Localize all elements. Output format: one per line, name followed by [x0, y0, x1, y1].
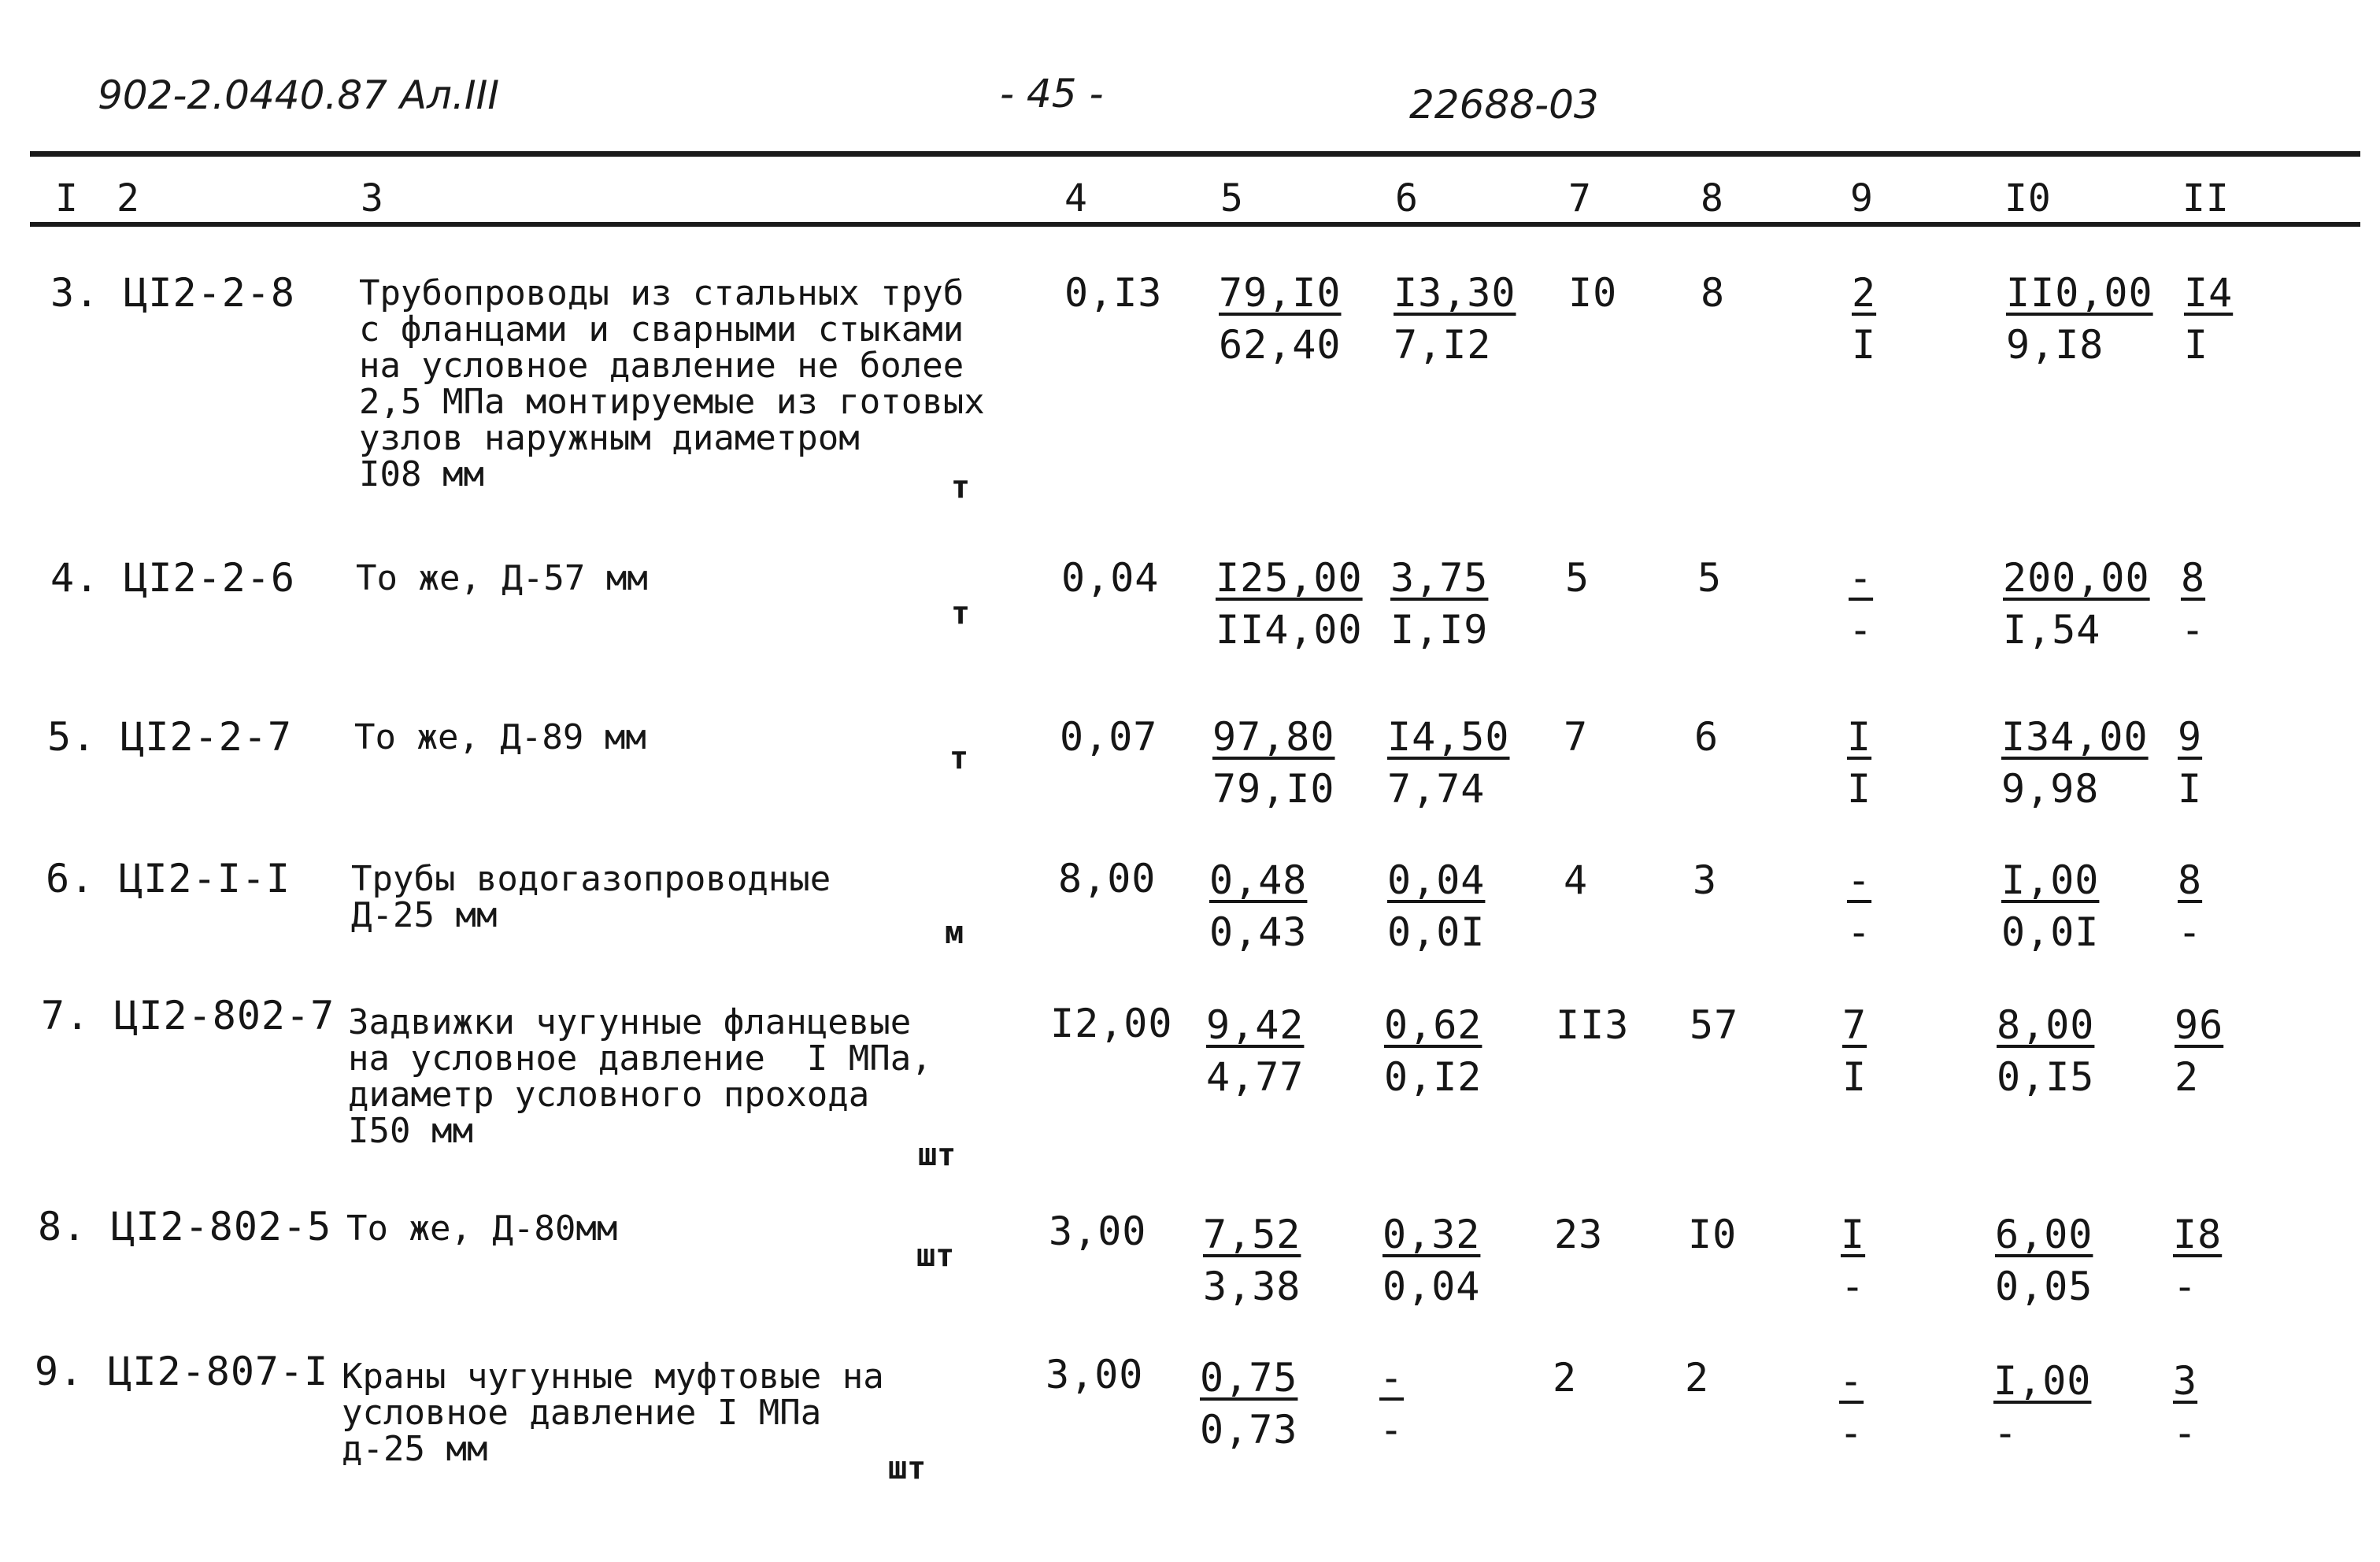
row-unit: шт — [888, 1450, 927, 1486]
row-col6: - - — [1379, 1355, 1405, 1453]
row-unit: т — [951, 595, 971, 631]
column-header-6: 6 — [1395, 176, 1419, 220]
header-bottom-rule — [30, 222, 2360, 227]
column-header-4: 4 — [1064, 176, 1088, 220]
row-col4: 0,07 — [1060, 714, 1158, 760]
row-col9: 2 I — [1852, 270, 1877, 368]
row-col4: 0,04 — [1061, 555, 1160, 601]
row-col4: 0,I3 — [1064, 270, 1163, 316]
row-code: 7. ЦI2-802-7 — [41, 993, 335, 1038]
column-header-8: 8 — [1701, 176, 1724, 220]
row-col6: I3,30 7,I2 — [1394, 270, 1516, 368]
row-col6: 3,75 I,I9 — [1390, 555, 1489, 653]
row-col5: 0,75 0,73 — [1200, 1355, 1298, 1453]
row-unit: т — [951, 469, 971, 505]
top-rule — [30, 151, 2360, 157]
row-col7: 7 — [1564, 714, 1589, 760]
row-col5: 9,42 4,77 — [1206, 1002, 1305, 1100]
row-unit: т — [949, 740, 969, 776]
row-col10: I,00 - — [1993, 1358, 2092, 1456]
row-col7: 4 — [1564, 857, 1589, 903]
row-code: 9. ЦI2-807-I — [35, 1349, 329, 1394]
row-col10: I34,00 9,98 — [2001, 714, 2149, 812]
row-code: 4. ЦI2-2-6 — [50, 555, 296, 601]
row-col7: I0 — [1568, 270, 1618, 316]
row-col8: 3 — [1693, 857, 1718, 903]
row-col6: I4,50 7,74 — [1387, 714, 1510, 812]
row-code: 8. ЦI2-802-5 — [38, 1204, 332, 1249]
row-col4: I2,00 — [1050, 1001, 1173, 1046]
row-col11: I4 I — [2184, 270, 2234, 368]
row-col8: 6 — [1694, 714, 1719, 760]
row-description: Трубопроводы из стальных труб с фланцами и сварными стыками на условное давление не более 2,5 МПа монтируемые из готовых узлов наружным диаметром I08 мм — [359, 273, 985, 494]
row-col5: I25,00 II4,00 — [1216, 555, 1363, 653]
row-col11: 8 - — [2181, 555, 2206, 653]
row-col11: 9 I — [2178, 714, 2203, 812]
column-header-7: 7 — [1568, 176, 1592, 220]
row-col6: 0,32 0,04 — [1382, 1212, 1481, 1309]
row-col10: 8,00 0,I5 — [1997, 1002, 2095, 1100]
column-header-11: II — [2182, 176, 2230, 220]
row-col11: 8 - — [2178, 857, 2203, 955]
column-header-2: 2 — [117, 176, 140, 220]
row-col6: 0,04 0,0I — [1387, 857, 1486, 955]
row-description: То же, Д-80мм — [346, 1209, 618, 1249]
row-col11: I8 - — [2173, 1212, 2223, 1309]
row-col9: I - — [1841, 1212, 1866, 1309]
row-col10: I,00 0,0I — [2001, 857, 2100, 955]
row-description: То же, Д-89 мм — [354, 717, 646, 757]
row-description: Краны чугунные муфтовые на условное давление I МПа д-25 мм — [342, 1357, 884, 1469]
row-col7: 23 — [1554, 1212, 1604, 1257]
row-col11: 3 - — [2173, 1358, 2198, 1456]
row-col10: 200,00 I,54 — [2003, 555, 2150, 653]
row-col8: 5 — [1697, 555, 1723, 601]
row-code: 6. ЦI2-I-I — [46, 856, 291, 901]
row-col9: 7 I — [1842, 1002, 1867, 1100]
row-col8: 57 — [1690, 1002, 1739, 1048]
column-header-9: 9 — [1850, 176, 1874, 220]
row-col5: 79,I0 62,40 — [1219, 270, 1342, 368]
row-description: Задвижки чугунные фланцевые на условное давление I МПа, диаметр условного прохода I50 мм — [348, 1002, 932, 1151]
row-description: То же, Д-57 мм — [356, 558, 648, 598]
row-col4: 8,00 — [1058, 856, 1157, 901]
column-header-5: 5 — [1220, 176, 1244, 220]
row-col4: 3,00 — [1046, 1352, 1144, 1397]
row-col9: - - — [1839, 1358, 1864, 1456]
row-col8: 2 — [1685, 1355, 1710, 1401]
column-header-1: I — [55, 176, 79, 220]
row-unit: м — [945, 915, 964, 951]
page-number: - 45 - — [1000, 71, 1104, 117]
column-header-3: 3 — [361, 176, 384, 220]
row-col8: I0 — [1688, 1212, 1738, 1257]
row-col7: II3 — [1556, 1002, 1630, 1048]
row-col7: 2 — [1553, 1355, 1578, 1401]
row-col9: - - — [1849, 555, 1874, 653]
row-unit: шт — [918, 1137, 957, 1173]
row-col4: 3,00 — [1049, 1209, 1147, 1254]
row-description: Трубы водогазопроводные Д-25 мм — [351, 859, 831, 935]
row-code: 5. ЦI2-2-7 — [47, 714, 293, 760]
row-col9: - - — [1847, 857, 1872, 955]
row-col5: 7,52 3,38 — [1203, 1212, 1301, 1309]
row-col10: II0,00 9,I8 — [2006, 270, 2153, 368]
row-col5: 0,48 0,43 — [1209, 857, 1308, 955]
row-unit: шт — [916, 1238, 955, 1274]
row-col6: 0,62 0,I2 — [1384, 1002, 1482, 1100]
row-col8: 8 — [1701, 270, 1726, 316]
column-header-10: I0 — [2004, 176, 2052, 220]
row-col9: I I — [1847, 714, 1872, 812]
row-col10: 6,00 0,05 — [1995, 1212, 2093, 1309]
row-col5: 97,80 79,I0 — [1212, 714, 1335, 812]
row-code: 3. ЦI2-2-8 — [50, 270, 296, 316]
row-col11: 96 2 — [2175, 1002, 2224, 1100]
document-code: 902-2.0440.87 Ал.III — [98, 72, 500, 118]
inventory-number: 22688-03 — [1409, 82, 1599, 128]
row-col7: 5 — [1565, 555, 1590, 601]
